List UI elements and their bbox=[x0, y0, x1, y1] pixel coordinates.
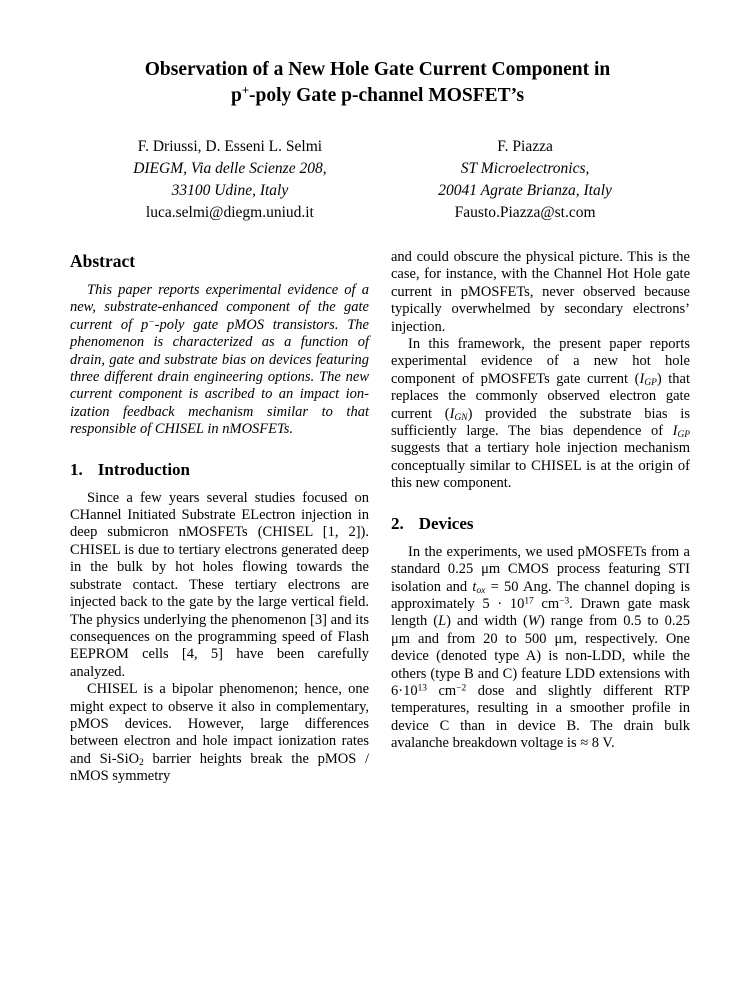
intro-paragraph-2: CHISEL is a bipolar phenomenon; hence, one might expect to observe it also in complementary, pMOS devices. However, large differences between electron and hole impact ionization rates and Si-SiO2 barrier heights break the pMOS / nMOS symmetry bbox=[70, 681, 370, 785]
intro-paragraph-2-continued: and could obscure the physical picture. This is the case, for instance, with the Channel Hot Hole gate current in pMOSFETs, never observed because typically overwhelmed by secondary electrons’ injection. bbox=[391, 249, 690, 335]
author-affiliation-line2: 33100 Udine, Italy bbox=[171, 182, 289, 199]
author-affiliation-line2: 20041 Agrate Brianza, Italy bbox=[438, 182, 612, 199]
paper-title-line1: Observation of a New Hole Gate Current Component in bbox=[144, 59, 611, 80]
abstract-paragraph: This paper reports experimental evidence of a new, substrate-enhanced component of the gate current of p−-poly gate pMOS transistors. The phenomenon is characterized as a function of drain, gate and substrate bias on devices featuring three different drain engineering options. The new current component is ascribed to an impact ionization feedback mechanism similar to that responsible of CHISEL in nMOSFETs. bbox=[70, 282, 369, 438]
section-1-heading bbox=[70, 460, 369, 480]
section-1-number: 1. bbox=[70, 459, 83, 479]
author-email: Fausto.Piazza@st.com bbox=[454, 204, 596, 221]
abstract-heading: Abstract bbox=[70, 251, 136, 271]
intro-paragraph-1: Since a few years several studies focused on CHannel Initiated Substrate ELectron injection in deep submicron nMOSFETs (CHISEL [1, 2]). CHISEL is due to tertiary electrons generated deep in the bulk by hot holes flowing towards the substrate contact. These tertiary electrons are injected back to the gate by the large vertical field. The physics underlying the phenomenon [3] and its consequences on the programming speed of Flash EEPROM cells [4, 5] have been carefully analyzed. bbox=[70, 489, 369, 680]
section-1-title: Introduction bbox=[97, 459, 191, 479]
author-email: luca.selmi@diegm.uniud.it bbox=[145, 204, 314, 221]
framework-paragraph: In this framework, the present paper reports experimental evidence of a new hot hole component of pMOSFETs gate current (IGP) that replaces the commonly observed electron gate current (IGN) provided the substrate bias is sufficiently large. The bias dependence of IGP suggests that a tertiary hole injection mechanism conceptually similar to CHISEL is at the origin of this new component. bbox=[391, 336, 690, 492]
author-affiliation-line1: ST Microelectronics, bbox=[460, 160, 590, 177]
section-2-number: 2. bbox=[391, 513, 404, 533]
author-names: F. Piazza bbox=[497, 138, 553, 155]
paper-title bbox=[0, 57, 755, 109]
author-affiliation-line1: DIEGM, Via delle Scienze 208, bbox=[133, 160, 327, 177]
author-names: F. Driussi, D. Esseni L. Selmi bbox=[137, 138, 323, 155]
left-column bbox=[70, 249, 369, 786]
section-2-title: Devices bbox=[418, 513, 474, 533]
right-column bbox=[391, 249, 690, 786]
author-block-piazza bbox=[390, 136, 661, 224]
author-block-driussi bbox=[70, 136, 390, 224]
two-column-body bbox=[70, 249, 691, 786]
authors-row bbox=[70, 136, 685, 224]
devices-paragraph: In the experiments, we used pMOSFETs from a standard 0.25 μm CMOS process featuring STI isolation and tox = 50 Ang. The channel doping is approximately $5 \cdot 10^{17}$ $cm^{-3}$. Drawn gate mask length (L) and width (W) range from 0.5 to 0.25 μm and from 20 to 500 μm, respectively. One device (denoted type A) is non-LDD, while the others (type B and C) feature LDD extensions with $6\cdot 10^{13}$ $cm^{-2}$ dose and slightly different RTP temperatures, resulting in a smoother profile in device C than in device B. The drain bulk avalanche breakdown voltage is ≈ 8 V. bbox=[391, 543, 691, 752]
paper-title-line2: p+-poly Gate p-channel MOSFET’s bbox=[230, 83, 525, 106]
section-2-heading bbox=[391, 514, 690, 534]
